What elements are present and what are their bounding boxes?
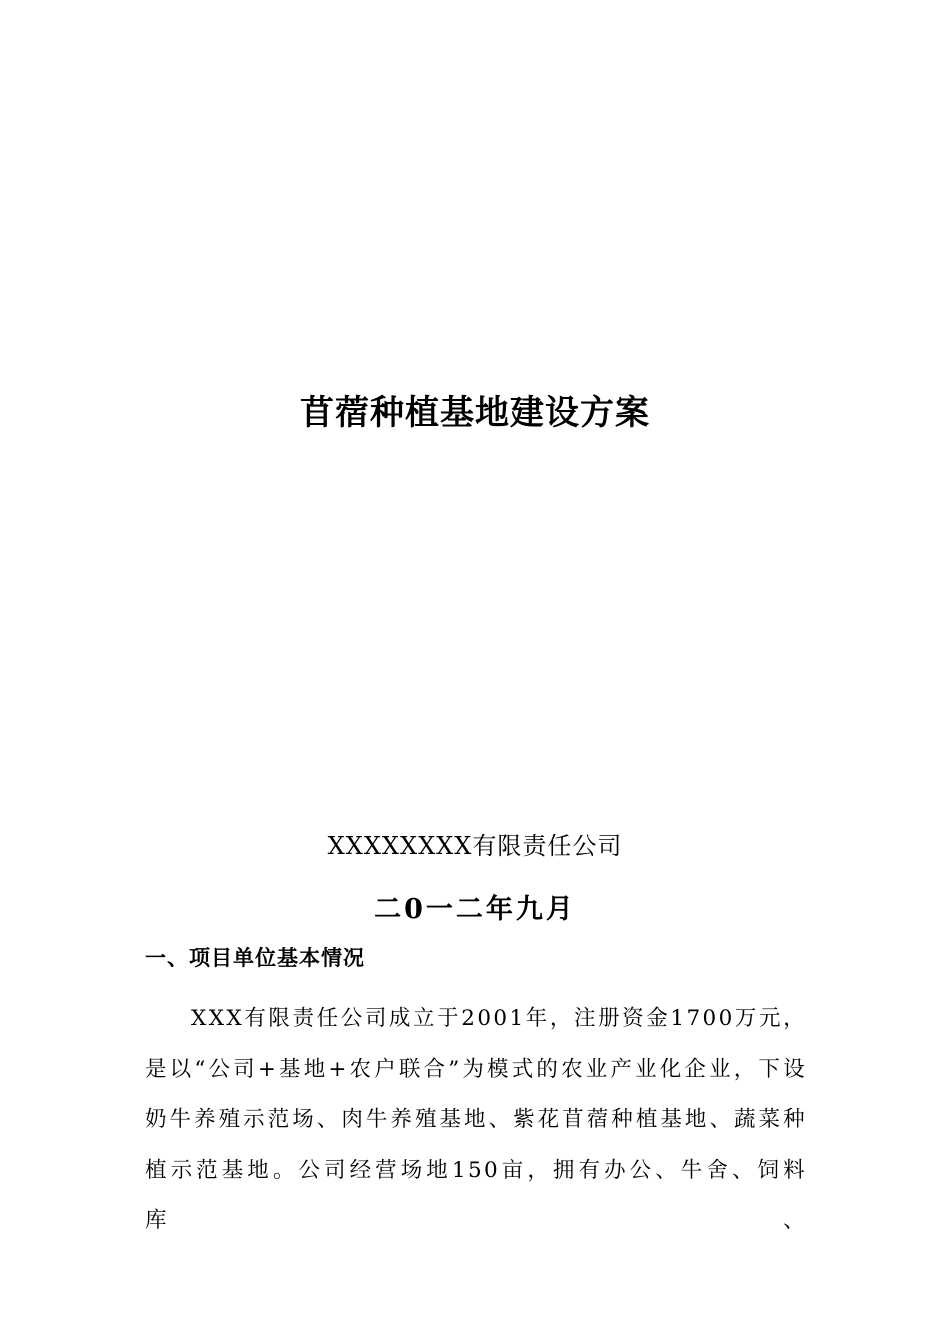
document-title: 苜蓿种植基地建设方案 bbox=[300, 393, 650, 433]
document-date: 二0一二年九月 bbox=[374, 894, 576, 925]
company-name: XXXXXXXX有限责任公司 bbox=[327, 832, 623, 860]
section-heading: 一、项目单位基本情况 bbox=[145, 945, 365, 970]
section-paragraph: XXX有限责任公司成立于2001年，注册资金1700万元，是以“公司+基地+农户联合”为模式的农业产业化企业，下设奶牛养殖示范场、肉牛养殖基地、紫花苜蓿种植基地、蔬菜种植示范基地。公司经营场地150亩，拥有办公、牛舍、饲料库、 bbox=[145, 1006, 807, 1233]
